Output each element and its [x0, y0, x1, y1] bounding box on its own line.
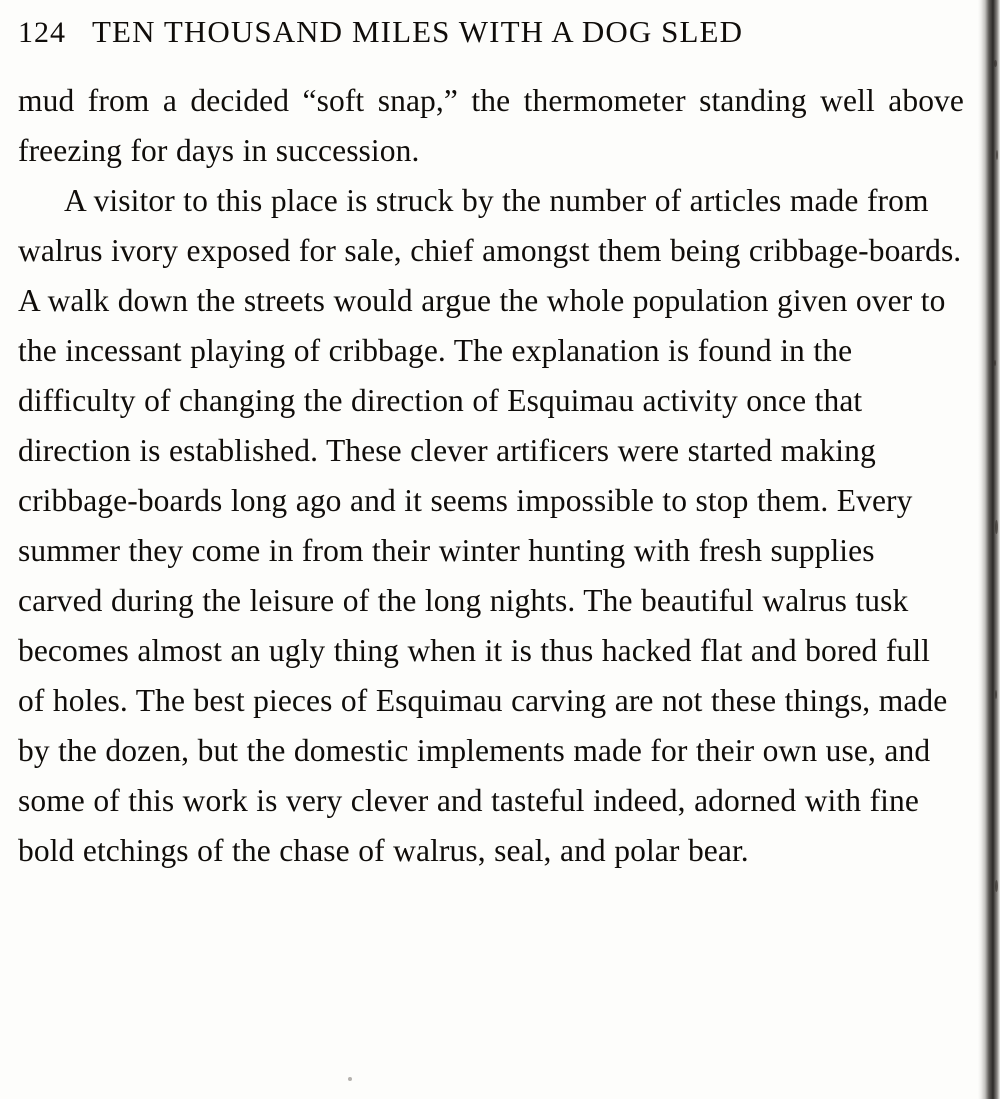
page-number: 124: [18, 16, 66, 49]
page-edge-gutter: [974, 0, 1000, 1099]
page-body: [0, 76, 1000, 876]
paragraph: mud from a decided “soft snap,” the thermometer standing well above freezing for days in succession.: [18, 83, 964, 168]
running-head: TEN THOUSAND MILES WITH A DOG SLED: [92, 14, 744, 49]
paragraph: A visitor to this place is struck by the number of articles made from walrus ivory exposed for sale, chief amongst them being cribbage-boards. A walk down the streets would argue the whole population given over to the incessant playing of cribbage. The explanation is found in the difficulty of changing the direction of Esquimau activity once that direction is established. These clever artificers were started making cribbage-boards long ago and it seems impossible to stop them. Every summer they come in from their winter hunting with fresh supplies carved during the leisure of the long nights. The beautiful walrus tusk becomes almost an ugly thing when it is thus hacked flat and bored full of holes. The best pieces of Esquimau carving are not these things, made by the dozen, but the domestic implements made for their own use, and some of this work is very clever and tasteful indeed, adorned with fine bold etchings of the chase of walrus, seal, and polar bear.: [18, 183, 962, 868]
page-header: [0, 0, 1000, 50]
page-smudge: [348, 1077, 352, 1081]
